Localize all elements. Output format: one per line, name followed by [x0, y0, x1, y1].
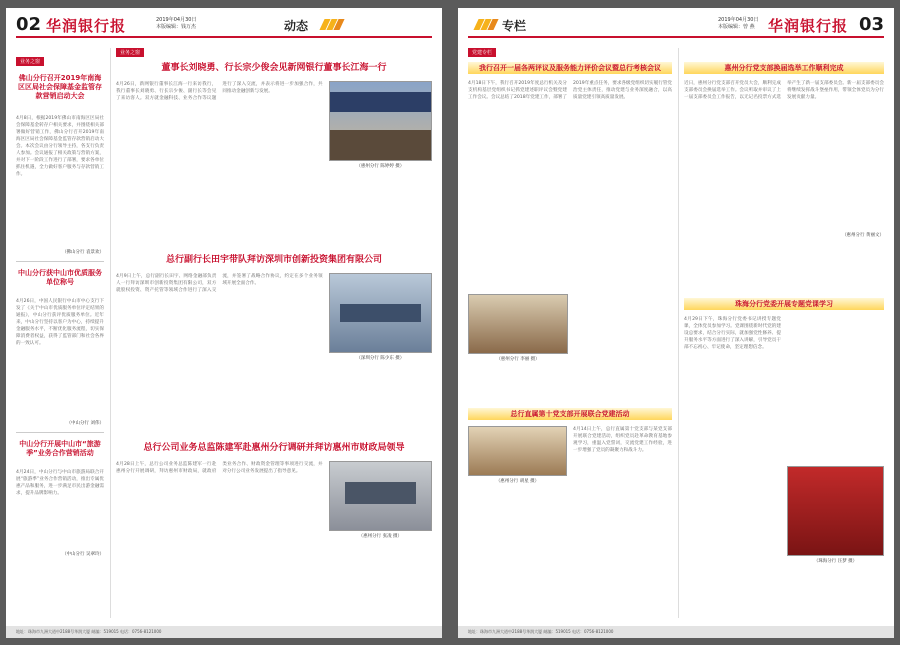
article-photo — [329, 81, 432, 161]
article-body: 4月18日下午，我行召开2019年度总行机关及分支机构基层党组织书记抓党建述职评议会暨党建工作会议。会议总结了2018年党建工作，部署了2019年重点任务，要求各级党组织切实履行管党治党主体责任，推动党建与业务深度融合，以高质量党建引领高质量发展。 — [468, 81, 672, 100]
photo-caption: （惠州分行 张凌 摄） — [358, 534, 403, 539]
column-divider — [110, 48, 111, 618]
right-article-2 — [684, 62, 884, 244]
left-header — [16, 14, 432, 38]
sidebar-story-1 — [16, 71, 104, 255]
article-title: 董事长刘晓勇、行长宗少俊会见新网银行董事长江海一行 — [161, 63, 387, 73]
column-tag: 业务之窗 — [116, 48, 144, 57]
article-1 — [116, 62, 432, 191]
article-photo — [329, 273, 432, 353]
issue-meta: 2019年04月30日 本版编辑：钱万杰 — [156, 17, 197, 30]
story-title: 中山分行开展中山市“旅游季”业务合作营销活动 — [19, 440, 101, 457]
article-3 — [116, 442, 432, 601]
article-title: 珠海分行党委开展专题党课学习 — [735, 300, 833, 308]
photo-caption: （惠州分行 李丽 摄） — [496, 357, 540, 362]
story-byline: （中山分行 吴翠玲） — [62, 552, 104, 557]
story-body: 4月26日，中国人民银行中山市中心支行下发了《关于中山市优质服务单位评定结果的通报》，中山分行获评优质服务单位。近年来，中山分行坚持以客户为中心，持续提升金融服务水平，不断优化服务流程，切实保障消费者权益，获得了监管部门和社会各界的一致认可。 — [16, 299, 104, 346]
right-article-3 — [468, 408, 672, 576]
section-title: 动态 — [284, 19, 309, 33]
photo-caption: （惠州分行 陈婷婷 摄） — [356, 164, 405, 169]
article-body: 4月29日下午，珠海分行党委书记讲授专题党课，全体党员参加学习。党课围绕新时代党的建设总要求，结合分行实际，就加强党性修养、提升服务水平等方面进行了深入讲解，引导党员干部不忘初心、牢记使命，坚定理想信念。 — [684, 317, 781, 350]
photo-caption: （深圳分行 陈少东 摄） — [356, 356, 405, 361]
article-photo — [329, 461, 432, 531]
article-2 — [116, 254, 432, 423]
sidebar-tag: 业务之窗 — [16, 57, 44, 66]
page-footer: 地址：珠海市九洲大道中2188号华润大厦 邮编：519015 电话：0756-8121000 — [6, 626, 442, 638]
article-photo — [468, 426, 567, 476]
story-byline: （佛山分行 袁景欢） — [62, 250, 104, 255]
right-article-4 — [684, 298, 884, 566]
photo-caption: （珠海分行 汪梦 摄） — [813, 559, 858, 564]
divider — [16, 432, 104, 433]
story-byline: （中山分行 刘伟） — [66, 421, 104, 426]
brand-mark-icon — [474, 19, 498, 30]
story-body: 4月8日，根据2019年佛山市南海区区局社会保障基金转存户相关要求，并围绕相关部署做好营销工作，佛山分行召开2019年南海区区局社会保障基金监管存款营销启动大会。本次会议由分行领导主持，各支行负责人参加。会议通报了相关政策与营销方案，并对下一阶段工作进行了部署，要求各单位抓住机遇，全力做好客户服务与存款营销工作。 — [16, 116, 104, 177]
issue-meta: 2019年04月30日 本版编辑：曾 燕 — [718, 17, 759, 30]
story-body: 4月24日，中山分行与中山市旅游局联合开展“旅游季”业务合作营销活动，推出专属优惠产品和服务，进一步满足市民出游金融需求，提升品牌影响力。 — [16, 470, 104, 496]
left-page — [6, 8, 442, 638]
article-title: 惠州分行党支部换届选举工作顺利完成 — [724, 64, 844, 72]
right-article-1 — [468, 62, 672, 362]
photo-caption: （惠州分行 胡星 摄） — [495, 479, 540, 484]
story-title: 佛山分行召开2019年南海区区局社会保障基金监管存款营销启动大会 — [18, 74, 102, 100]
column-divider — [678, 48, 679, 618]
story-title: 中山分行获中山市优质服务单位称号 — [18, 269, 102, 286]
article-body: 4月9日上午，总行副行长田宇、网络金融部负责人一行拜访深圳市创新投资集团有限公司，双方就股权投资、资产托管等领域合作进行了深入交流，并签署了战略合作协议，约定在多个业务领域开展全面合作。 — [116, 274, 323, 293]
article-photo — [787, 466, 884, 556]
page-footer: 地址：珠海市九洲大道中2188号华润大厦 邮编：519015 电话：0756-8121000 — [458, 626, 894, 638]
sidebar-column — [16, 48, 104, 563]
article-body: 4月14日上午，总行直属第十党支部与某党支部开展联合党建活动，组织党员赴革命教育基地参观学习，重温入党誓词，交流党建工作经验，进一步增强了党员的凝聚力和战斗力。 — [573, 427, 672, 453]
sidebar-story-2 — [16, 266, 104, 426]
article-title: 总行公司业务总监陈建军赴惠州分行调研并拜访惠州市财政局领导 — [143, 443, 405, 453]
article-title: 总行直属第十党支部开展联合党建活动 — [510, 410, 630, 418]
column-tag: 党建专栏 — [468, 48, 496, 57]
masthead: 华润银行报 — [768, 17, 849, 35]
divider — [16, 261, 104, 262]
masthead: 华润银行报 — [46, 17, 127, 35]
brand-mark-icon — [320, 19, 344, 30]
article-body: 4月26日，新网银行董事长江海一行来访我行，我行董事长刘晓勇、行长宗少俊、副行长等会见了来访客人。双方就金融科技、业务合作等议题进行了深入交流，并表示将进一步加强合作，共同推动金融创新与发展。 — [116, 82, 323, 101]
article-body: 近日，惠州分行党支部召开党员大会，顺利完成支部委员会换届选举工作。会议听取并审议了上一届支部委员会工作报告，以无记名投票方式选举产生了新一届支部委员会。新一届支部委员会将继续发挥战斗堡垒作用，带领全体党员为分行发展贡献力量。 — [684, 81, 884, 100]
page-number: 02 — [16, 14, 42, 35]
right-header — [468, 14, 884, 38]
article-photo — [468, 294, 568, 354]
article-title: 总行副行长田宇带队拜访深圳市创新投资集团有限公司 — [165, 255, 382, 265]
right-page — [458, 8, 894, 638]
story-byline: （惠州分行 黄丽文） — [842, 233, 884, 238]
article-body: 4月28日上午，总行公司业务总监陈建军一行赴惠州分行开展调研，拜访惠州市财政局，就政府类业务合作、财政资金管理等事项进行交流，并对分行公司业务发展提出了指导意见。 — [116, 462, 323, 474]
article-title: 我行召开一届各两评议及服务能力评价会议暨总行考核会议 — [479, 64, 661, 72]
page-number: 03 — [858, 14, 884, 35]
sidebar-story-3 — [16, 437, 104, 557]
section-title: 专栏 — [502, 19, 527, 33]
